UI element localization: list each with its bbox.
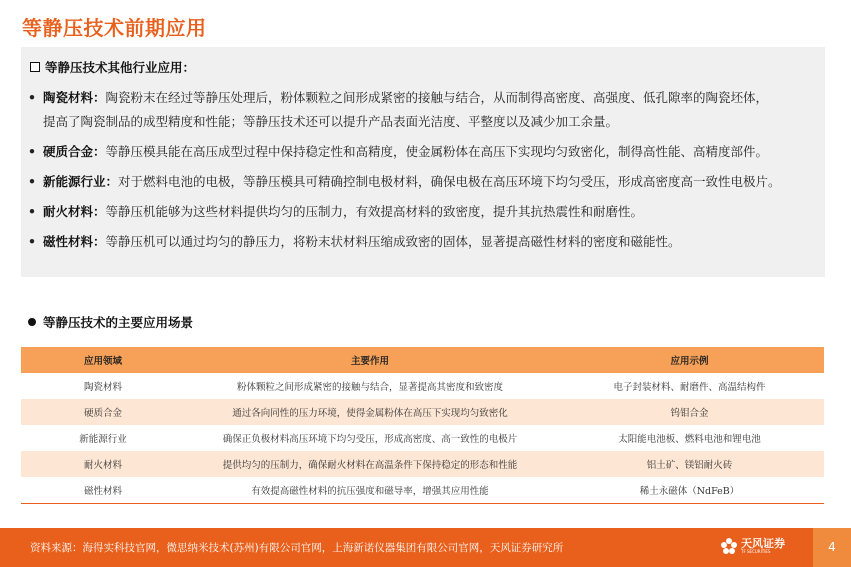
- bullet-icon: •: [28, 204, 36, 219]
- table-row: [21, 451, 824, 477]
- table-cell: 太阳能电池板、燃料电池和锂电池: [555, 425, 824, 451]
- bullet-term: 硬质合金：: [43, 144, 106, 159]
- checkbox-square-icon: [30, 62, 40, 72]
- table-row: [21, 399, 824, 425]
- logo-name-en: TF SECURITIES: [741, 549, 771, 554]
- table-cell: 硬质合金: [21, 399, 185, 425]
- column-header-field: 应用领域: [21, 347, 185, 373]
- table-header-row: [21, 347, 824, 373]
- table-cell: 磁性材料: [21, 477, 185, 503]
- table-cell: 电子封装材料、耐磨件、高温结构件: [555, 373, 824, 399]
- application-bullet-list: [28, 86, 828, 260]
- logo-name-cn: 天风证券: [741, 537, 785, 550]
- application-scenarios-table: [21, 347, 824, 504]
- bullet-icon: •: [28, 234, 36, 249]
- table-cell: 新能源行业: [21, 425, 185, 451]
- bullet-text: 等静压机可以通过均匀的静压力，将粉末状材料压缩成致密的固体，显著提高磁性材料的密度和磁能性。: [105, 234, 681, 249]
- table-row: [21, 477, 824, 503]
- bullet-term: 陶瓷材料：: [43, 90, 106, 105]
- bullet-dot-icon: [28, 318, 36, 326]
- footer-bar: [0, 528, 851, 567]
- table-cell: 耐火材料: [21, 451, 185, 477]
- table-row: [21, 373, 824, 399]
- table-cell: 提供均匀的压制力，确保耐火材料在高温条件下保持稳定的形态和性能: [185, 451, 555, 477]
- bullet-item-new-energy: [28, 170, 828, 194]
- bullet-text: 等静压机能够为这些材料提供均匀的压制力，有效提高材料的致密度，提升其抗热震性和耐磨性。: [105, 204, 644, 219]
- table-section-label: [28, 313, 193, 331]
- source-note: 资料来源：海得实科技官网，微思纳米技术(苏州)有限公司官网，上海新诺仪器集团有限公司官网，天风证券研究所: [30, 542, 564, 554]
- page-title: 等静压技术前期应用: [22, 16, 207, 40]
- table-cell: 粉体颗粒之间形成紧密的接触与结合，显著提高其密度和致密度: [185, 373, 555, 399]
- bullet-item-magnetic: [28, 230, 828, 254]
- table-cell: 确保正负极材料高压环境下均匀受压，形成高密度、高一致性的电极片: [185, 425, 555, 451]
- bullet-icon: •: [28, 90, 36, 105]
- page-number-tab: [813, 528, 851, 567]
- bullet-text-continued: 提高了陶瓷制品的成型精度和性能；等静压技术还可以提升产品表面光洁度、平整度以及减少加工余量。: [43, 114, 619, 129]
- column-header-example: 应用示例: [555, 347, 824, 373]
- bullet-term: 新能源行业：: [43, 174, 119, 189]
- panel-heading: [30, 58, 195, 76]
- bullet-text: 等静压模具能在高压成型过程中保持稳定性和高精度，使金属粉体在高压下实现均匀致密化，制得高性能、高精度部件。: [105, 144, 769, 159]
- table-section-label-text: 等静压技术的主要应用场景: [43, 315, 194, 330]
- bullet-icon: •: [28, 144, 36, 159]
- bullet-term: 耐火材料：: [43, 204, 106, 219]
- bullet-text: 陶瓷粉末在经过等静压处理后，粉体颗粒之间形成紧密的接触与结合，从而制得高密度、高强度、低孔隙率的陶瓷坯体，: [105, 90, 769, 105]
- panel-heading-text: 等静压技术其他行业应用：: [45, 60, 196, 75]
- page-number: 4: [828, 540, 836, 554]
- table-cell: 有效提高磁性材料的抗压强度和磁导率，增强其应用性能: [185, 477, 555, 503]
- table-row: [21, 425, 824, 451]
- table-cell: 钨钼合金: [555, 399, 824, 425]
- table-cell: 陶瓷材料: [21, 373, 185, 399]
- flower-logo-icon: [720, 537, 738, 555]
- bullet-item-ceramics: [28, 86, 828, 134]
- table-cell: 稀土永磁体（NdFeB）: [555, 477, 824, 503]
- bullet-term: 磁性材料：: [43, 234, 106, 249]
- bullet-item-hard-alloy: [28, 140, 828, 164]
- column-header-function: 主要作用: [185, 347, 555, 373]
- bullet-icon: •: [28, 174, 36, 189]
- company-logo: [720, 537, 785, 555]
- table-cell: 通过各向同性的压力环境，使得金属粉体在高压下实现均匀致密化: [185, 399, 555, 425]
- bullet-text: 对于燃料电池的电极，等静压模具可精确控制电极材料，确保电极在高压环境下均匀受压，形成高密度高一致性电极片。: [118, 174, 781, 189]
- bullet-item-refractory: [28, 200, 828, 224]
- table-cell: 铝土矿、镁铝耐火砖: [555, 451, 824, 477]
